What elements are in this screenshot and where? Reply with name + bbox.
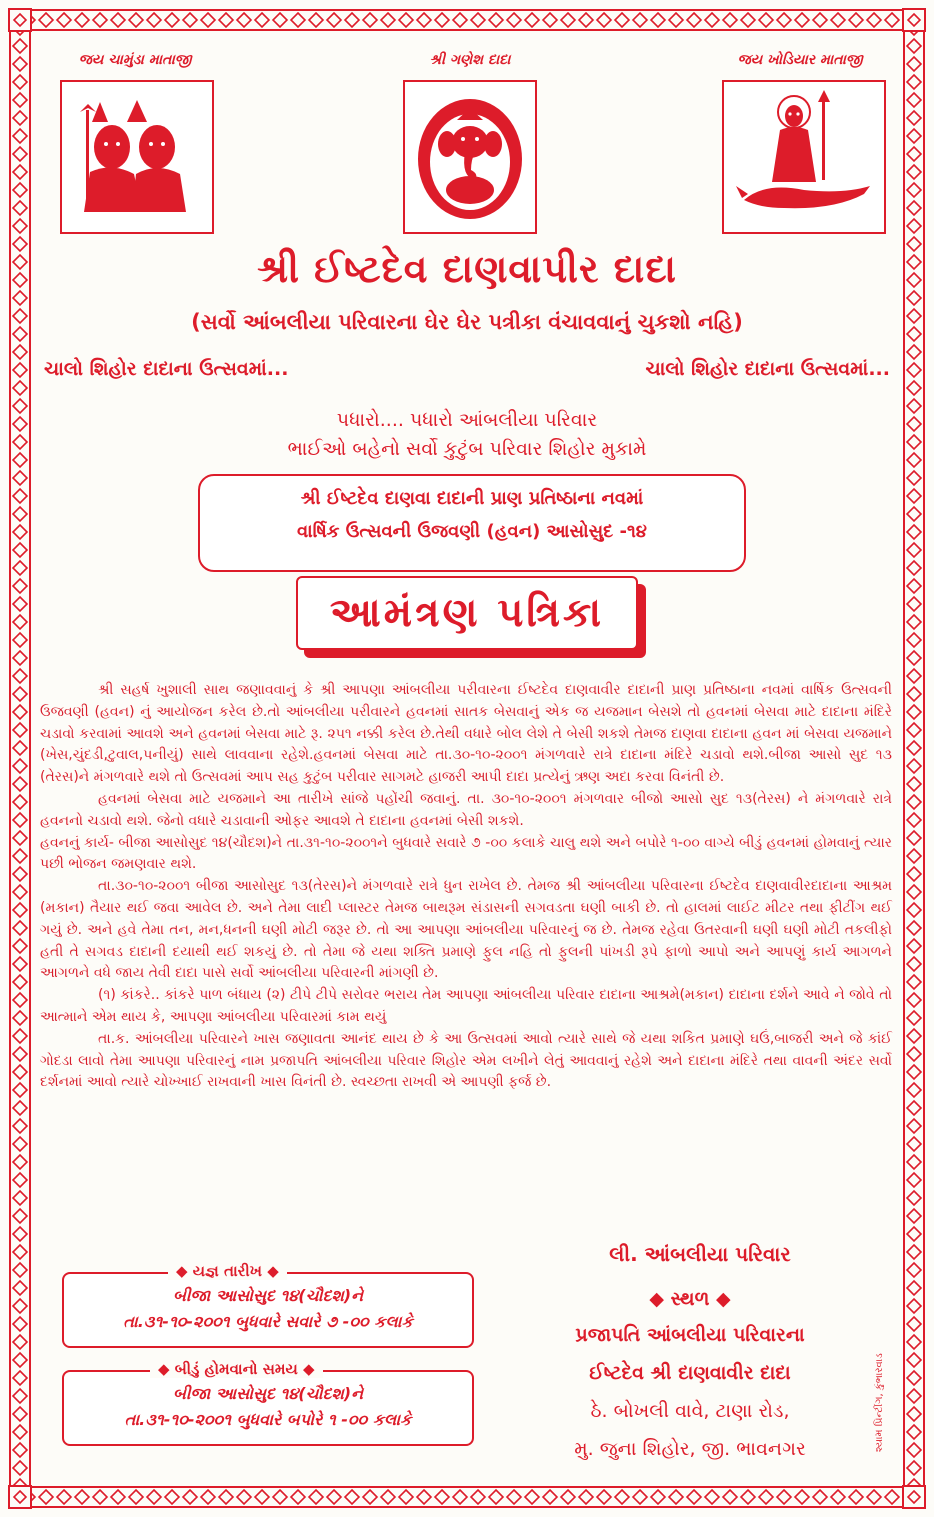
diamond-icon: ◆ bbox=[649, 1288, 671, 1310]
paragraph-havan-karya: હવનનું કાર્ય- બીજા આસોસુદ ૧૪(ચૌદશ)ને તા.૩૧-૧૦-૨૦૦૧ને બુધવારે સવારે ૭ -૦૦ કલાકે ચાલુ થશે અને બપોરે ૧-૦૦ વાગ્યે બીડું હવનમાં હોમવાનું ત્યાર પછી ભોજન જમણવાર થશે. bbox=[40, 834, 892, 873]
deity-box-chamunda bbox=[60, 80, 214, 234]
yagna-line1: બીજા આસોસુદ ૧૪(ચૌદશ)ને bbox=[172, 1286, 364, 1305]
deity-label-ganesh: શ્રી ગણેશ દાદા bbox=[429, 52, 511, 68]
deity-label-khodiyar: જય ખોડિયાર માતાજી bbox=[737, 52, 863, 68]
chamunda-deities-icon bbox=[62, 82, 212, 232]
yagna-line2: તા.૩૧-૧૦-૨૦૦૧ બુધવારે સવારે ૭ -૦૦ કલાકે bbox=[123, 1312, 413, 1331]
printer-credit: શ્યામ પ્રિન્ટીંગ, કુંભારવાડ bbox=[874, 1353, 885, 1452]
diamond-icon: ◆ bbox=[262, 1262, 279, 1280]
occasion-box bbox=[198, 474, 746, 572]
deity-box-ganesh bbox=[403, 80, 537, 234]
occasion-line1: શ્રી ઈષ્ટદેવ દાણવા દાદાની પ્રાણ પ્રતિષ્ઠાના નવમાં bbox=[300, 488, 644, 509]
paragraph-ashram: તા.૩૦-૧૦-૨૦૦૧ બીજા આસોસુદ ૧૩(તેરસ)ને મંગળવારે રાત્રે ધુન રાખેલ છે. તેમજ શ્રી આંબલીયા પરિવારના ઈષ્ટદેવ દાણવાવીરદાદાના આશ્રમ (મકાન) તૈયાર થઈ જવા આવેલ છે. અને તેમા લાદી પ્લાસ્ટર તેમજ બાથરૂમ સંડાસની સગવડતા ઘણી બાકી છે. તો હાલમાં લાઈટ મીટર તથા ફીટીંગ થઈ ગયું છે. અને હવે તેમા તન, મન,ધનની ઘણી મોટી જરૂર છે. તો આ આપણા આંબલીયા પરિવારનું જ છે. તેમજ રહેવા ઉતરવાની ઘણી ઘણી મોટી તકલીફો હતી તે સગવડ દાદાની દયાથી થઈ શકયું છે. તો તેમા જે યથા શક્તિ પ્રમાણે ફુલ નહિ તો ફુલની પાંખડી રૂપે ફાળો આપો અને આપણું કાર્ય આગળને આગળને વધે જાય તેવી દાદા પાસે સર્વો આંબલીયા પરિવારની માંગણી છે. bbox=[40, 878, 892, 982]
venue-heading bbox=[500, 1282, 880, 1316]
padharo-line2: ભાઈઓ બહેનો સર્વો કુટુંબ પરિવાર શિહોર મુકામે bbox=[287, 438, 647, 460]
padharo-line1: પધારો.... પધારો આંબલીયા પરિવાર bbox=[336, 409, 598, 431]
paragraph-havan-yajman: હવનમાં બેસવા માટે યજમાને આ તારીખે સાંજે પહોંચી જવાનું. તા. ૩૦-૧૦-૨૦૦૧ મંગળવાર બીજો આસો સુદ ૧૩(તેરસ) ને મંગળવારે રાત્રે હવનનો ચડાવો થશે. જેનો વધારે ચડાવાની ઓફર આવશે તે દાદાના હવનમાં બેસી શકશે. bbox=[40, 790, 892, 829]
chalo-left: ચાલો શિહોર દાદાના ઉત્સવમાં... bbox=[44, 358, 289, 380]
chalo-right: ચાલો શિહોર દાદાના ઉત્સવમાં... bbox=[645, 358, 890, 380]
yagna-heading bbox=[168, 1262, 287, 1280]
paragraph-intro: શ્રી સહર્ષ ખુશાલી સાથ જણાવવાનું કે શ્રી આપણા આંબલીયા પરીવારના ઈષ્ટદેવ દાણવાવીર દાદાની પ્રાણ પ્રતિષ્ઠાના નવમાં વાર્ષિક ઉત્સવની ઉજવણી (હવન) નું આયોજન કરેલ છે.તો આંબલીયા પરીવારને હવનમાં સાતક બેસવાનું એક જ યજમાન બેસશે તો હવનમાં બેસવા માટે દાદાના મંદિરે ચડાવો કરવામાં આવશે અને હવનમાં બેસવા માટે રૂ. ૨૫૧ નક્કી કરેલ છે.તેથી વધારે બોલ લેશે તે બેસી શકશે તેમજ દાણવા દાદાના હવન માં બેસવા યજમાને (ખેસ,ચુંદડી,ટુવાલ,પનીયું) સાથે લાવવાના રહેશે.હવનમાં બેસવા માટે તા.૩૦-૧૦-૨૦૦૧ મંગળવારે રાત્રે દાદાના મંદિરે ચડાવો થશે.બીજા આસો સુદ ૧૩ (તેરસ)ને મંગળવારે થશે તો ઉત્સવમાં આપ સહ કુટુંબ પરીવાર સાગમટે હાજરી આપી દાદા પ્રત્યેનું ઋણ અદા કરવા વિનંતી છે. bbox=[40, 682, 892, 786]
paragraph-kankare: (૧) કાંકરે.. કાંકરે પાળ બંધાય (૨) ટીપે ટીપે સરોવર ભરાય તેમ આપણા આંબલીયા પરિવાર દાદાના આશ્રમે(મકાન) દાદાના દર્શને આવે ને જોવે તો આત્માને એમ થાય કે, આપણા આંબલીયા પરિવારમાં કામ થયું bbox=[40, 987, 892, 1025]
bidu-heading-text: બીડું હોમવાનો સમય bbox=[174, 1360, 298, 1378]
venue-line3: ઠે. બોખલી વાવે, ટાણા રોડ, bbox=[590, 1400, 790, 1422]
deity-label-chamunda: જય ચામુંડા માતાજી bbox=[78, 52, 192, 68]
signature: લી. આંબલીયા પરિવાર bbox=[609, 1242, 791, 1266]
khodiyar-icon bbox=[724, 82, 884, 232]
invitation-title: આમંત્રણ પત્રિકા bbox=[329, 590, 605, 636]
yagna-heading-text: યજ્ઞ તારીખ bbox=[192, 1262, 262, 1280]
occasion-line2: વાર્ષિક ઉત્સવની ઉજવણી (હવન) આસોસુદ -૧૪ bbox=[297, 521, 647, 542]
venue-heading-text: સ્થળ bbox=[670, 1288, 710, 1310]
diamond-icon: ◆ bbox=[158, 1360, 175, 1378]
subtitle: (સર્વો આંબલીયા પરિવારના ઘેર ઘેર પત્રીકા વંચાવવાનું ચુકશો નહિ) bbox=[191, 310, 743, 334]
diamond-icon: ◆ bbox=[297, 1360, 315, 1378]
diamond-icon: ◆ bbox=[709, 1288, 731, 1310]
diamond-icon: ◆ bbox=[176, 1262, 193, 1280]
venue-line1: પ્રજાપતિ આંબલીયા પરિવારના bbox=[575, 1324, 805, 1346]
paragraph-taka: તા.ક. આંબલીયા પરિવારને ખાસ જણાવતા આનંદ થાય છે કે આ ઉત્સવમાં આવો ત્યારે સાથે જે યથા શકિત પ્રમાણે ઘઉં,બાજરી અને જે કાંઈ ગોદડા લાવો તેમા આપણા પરિવારનું નામ પ્રજાપતિ આંબલીયા પરિવાર શિહોર એમ લખીને લેતું આવવાનું રહેશે અને દાદાના મંદિરે તથા વાવની અંદર સર્વો દર્શનમાં આવો ત્યારે ચોખ્ખાઈ રાખવાની ખાસ વિનંતી છે. સ્વચ્છતા રાખવી એ આપણી ફર્જ છે. bbox=[40, 1030, 892, 1091]
invitation-body bbox=[40, 680, 892, 1094]
invitation-title-box bbox=[296, 576, 638, 650]
ganesh-icon bbox=[405, 82, 535, 232]
bidu-time-box bbox=[62, 1370, 474, 1446]
venue-line2: ઈષ્ટદેવ શ્રી દાણવાવીર દાદા bbox=[589, 1362, 791, 1384]
bidu-line1: બીજા આસોસુદ ૧૪(ચૌદશ)ને bbox=[172, 1384, 364, 1403]
page-title: શ્રી ઈષ્ટદેવ દાણવાપીર દાદા bbox=[257, 247, 677, 291]
bidu-heading bbox=[150, 1360, 323, 1378]
yagna-date-box bbox=[62, 1272, 474, 1348]
deity-box-khodiyar bbox=[722, 80, 886, 234]
bidu-line2: તા.૩૧-૧૦-૨૦૦૧ બુધવારે બપોરે ૧ -૦૦ કલાકે bbox=[124, 1410, 412, 1429]
venue-line4: મુ. જુના શિહોર, જી. ભાવનગર bbox=[574, 1438, 806, 1460]
